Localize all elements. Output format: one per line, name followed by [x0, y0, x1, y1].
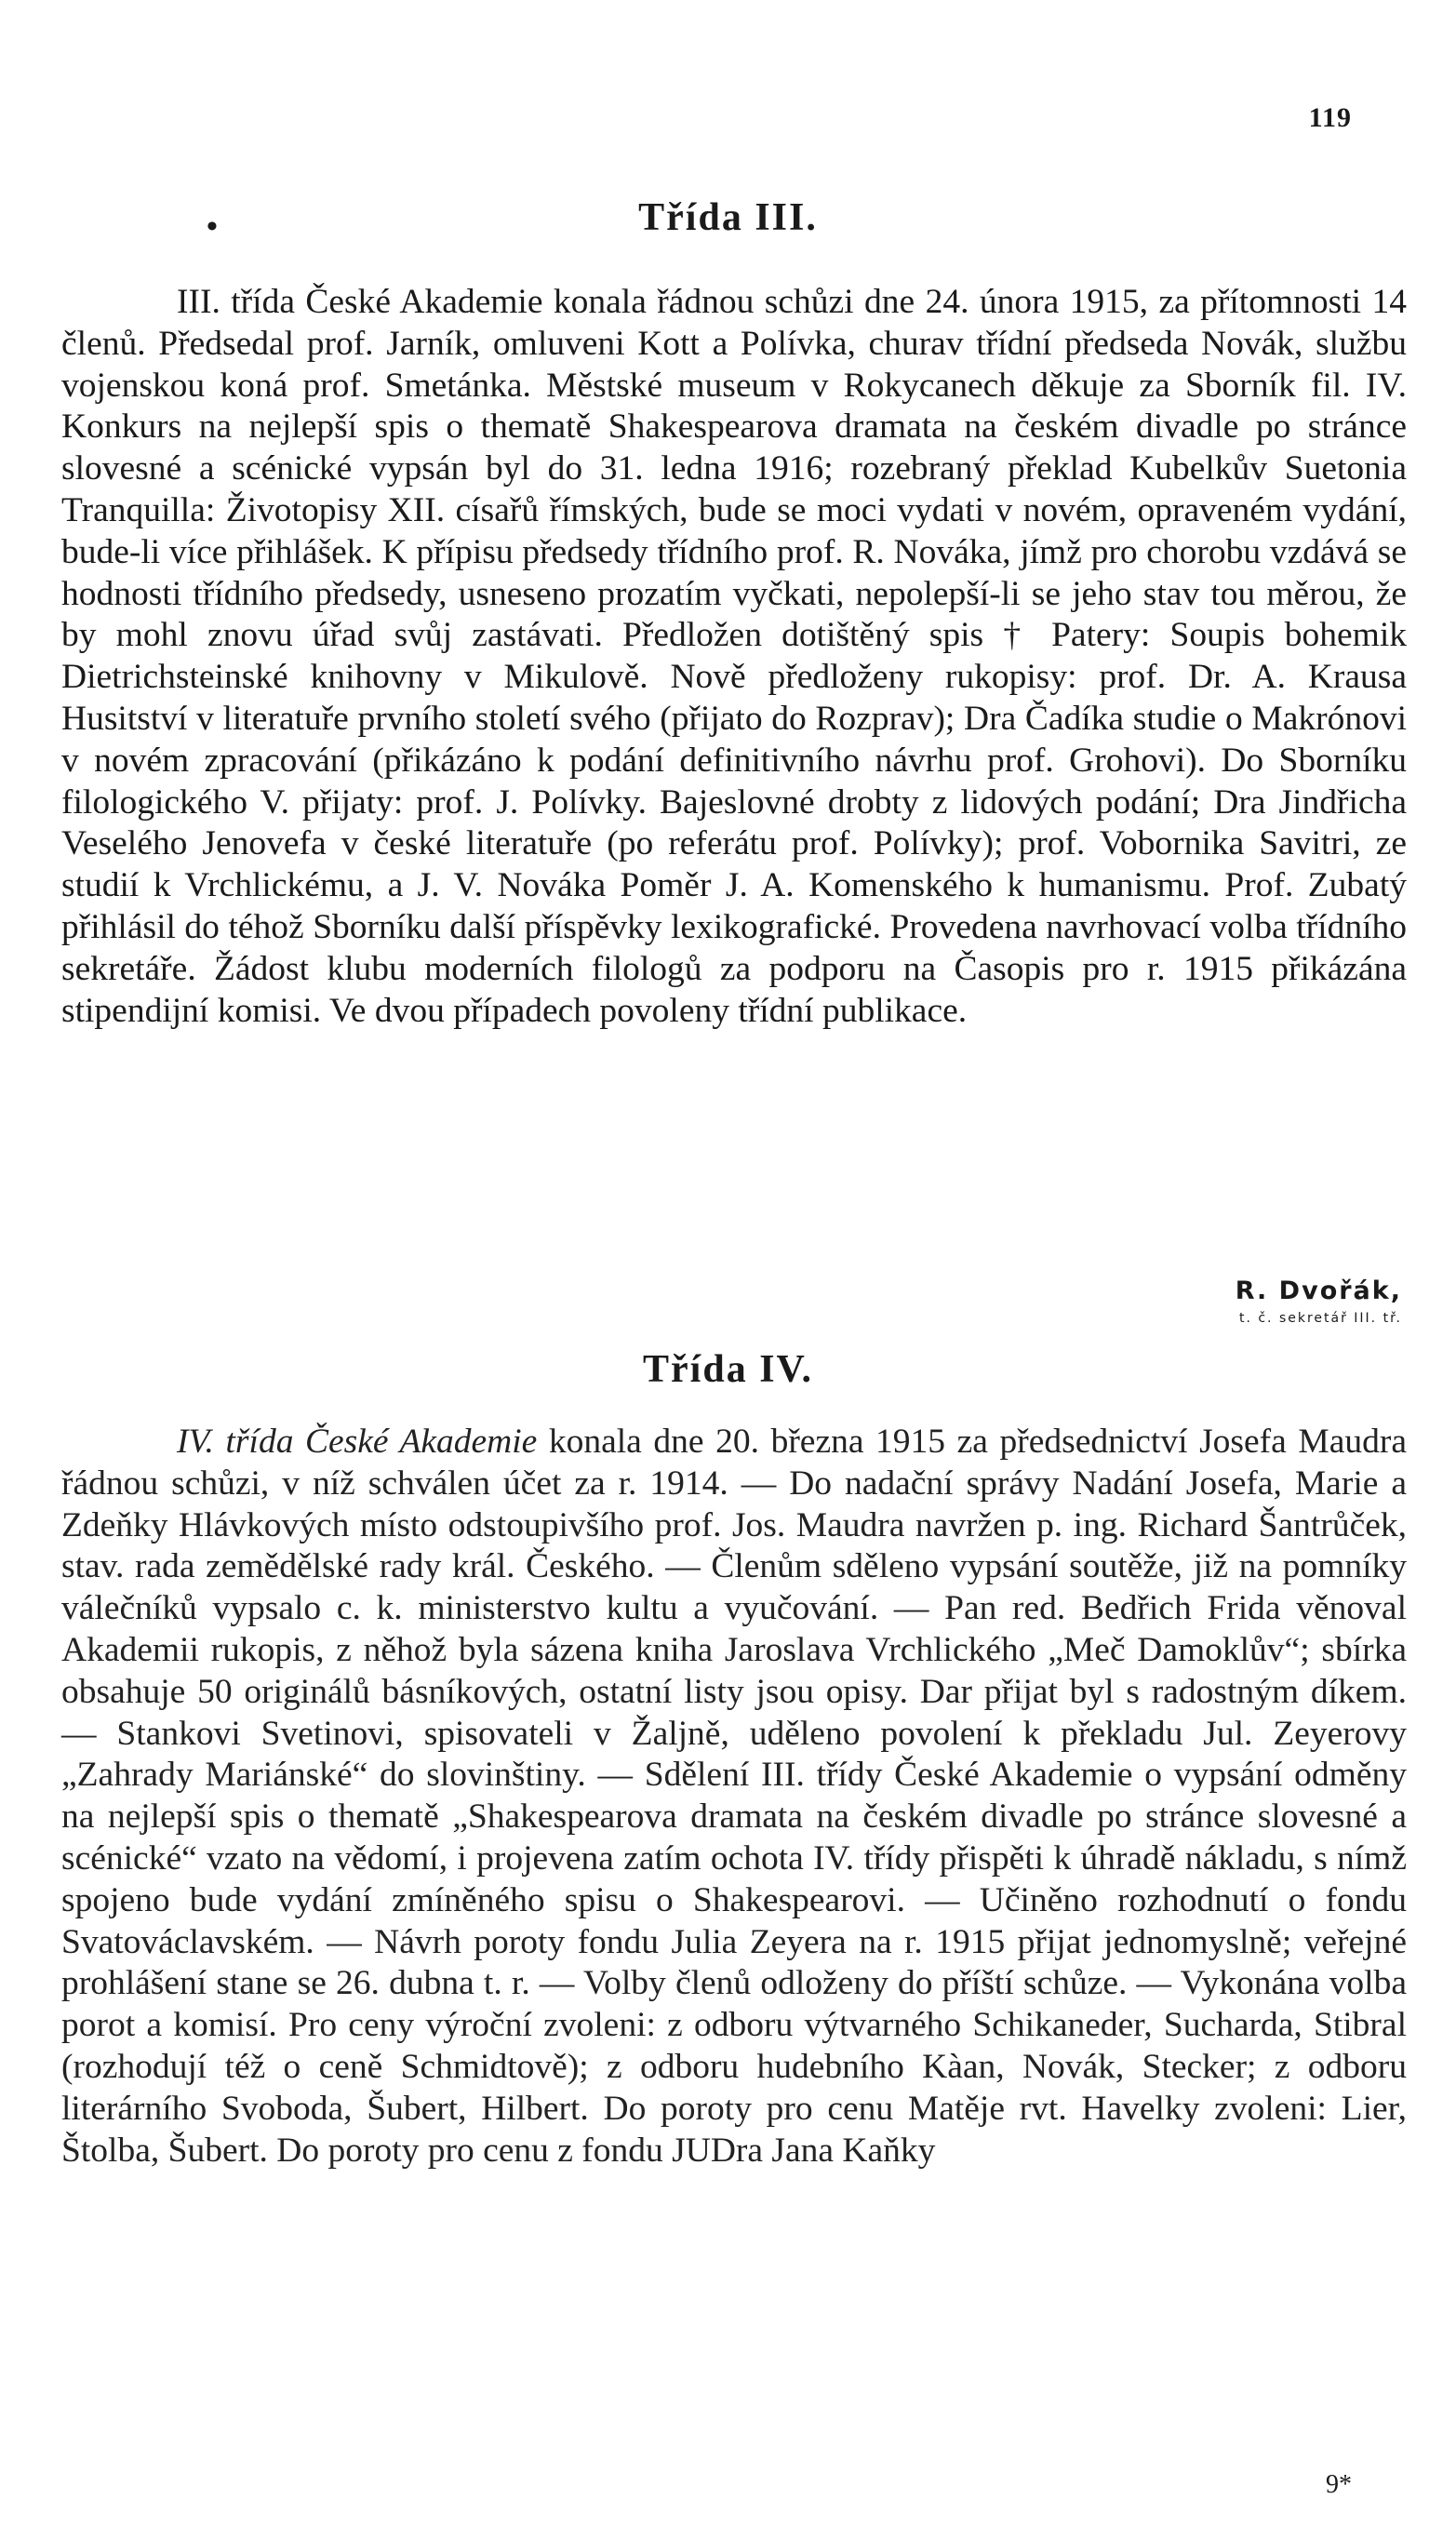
printer-signature-mark: 9* [1326, 2470, 1352, 2499]
bullet-mark: • [207, 209, 218, 244]
page-number: 119 [1308, 102, 1352, 133]
signature-block [1236, 1276, 1402, 1326]
section-paragraph-lead: IV. třída České Akademie [177, 1423, 538, 1461]
section-paragraph-body: konala dne 20. března 1915 za předsednictví Josefa Maudra řádnou schůzi, v níž schválen účet za r. 1914. — Do nadační správy Nadání Josefa, Marie a Zdeňky Hlávkových místo odstoupivšího prof. Jos. Maudra navržen p. ing. Richard Šantrůček, stav. rada zemědělské rady král. Českého. — Členům sděleno vypsání soutěže, již na pomníky válečníků vypsalo c. k. ministerstvo kultu a vyučování. — Pan red. Bedřich Frida věnoval Akademii rukopis, z něhož byla sázena kniha Jaroslava Vrchlického „Meč Damoklův“; sbírka obsahuje 50 originálů básníkových, ostatní listy jsou opisy. Dar přijat byl s radostným díkem. — Stankovi Svetinovi, spisovateli v Žaljně, uděleno povolení k překladu Jul. Zeyerovy „Zahrady Mariánské“ do slovinštiny. — Sdělení III. třídy České Akademie o vypsání odměny na nejlepší spis o thematě „Shakespearova dramata na českém divadle po stránce slovesné a scénické“ vzato na vědomí, i projevena zatím ochota IV. třídy přispěti k úhradě nákladu, s nímž spojeno bude vydání zmíněného spisu o Shakespearovi. — Učiněno rozhodnutí o fondu Svatováclavském. — Návrh poroty fondu Julia Zeyera na r. 1915 přijat jednomyslně; veřejné prohlášení stane se 26. dubna t. r. — Volby členů odloženy do příští schůze. — Vykonána volba porot a komisí. Pro ceny výroční zvoleni: z odboru výtvarného Schikaneder, Sucharda, Stibral (rozhodují též o ceně Schmidtově); z odboru hudebního Kàan, Novák, Stecker; z odboru literárního Svoboda, Šubert, Hilbert. Do poroty pro cenu Matěje rvt. Havelky zvoleni: Lier, Štolba, Šubert. Do poroty pro cenu z fondu JUDra Jana Kaňky [61, 1423, 1407, 2170]
signature-name: R. Dvořák, [1235, 1276, 1402, 1305]
section-heading-class-iii: Třída III. [638, 196, 818, 239]
signature-role: t. č. sekretář III. tř. [1238, 1311, 1402, 1326]
section-paragraph-class-iv [61, 1422, 1407, 2172]
section-paragraph-class-iii: III. třída České Akademie konala řádnou schůzi dne 24. února 1915, za přítomnosti 14 členů. Předsedal prof. Jarník, omluveni Kott a Polívka, churav třídní předseda Novák, službu vojenskou koná prof. Smetánka. Městské museum v Rokycanech děkuje za Sborník fil. IV. Konkurs na nejlepší spis o thematě Shakespearova dramata na českém divadle po stránce slovesné a scénické vypsán byl do 31. ledna 1916; rozebraný překlad Kubelkův Suetonia Tranquilla: Životopisy XII. císařů římských, bude se moci vydati v novém, opraveném vydání, bude-li více přihlášek. K přípisu předsedy třídního prof. R. Nováka, jímž pro chorobu vzdává se hodnosti třídního předsedy, usneseno prozatím vyčkati, nepolepší-li se jeho stav tou měrou, že by mohl znovu úřad svůj zastávati. Předložen dotištěný spis † Patery: Soupis bohemik Dietrichsteinské knihovny v Mikulově. Nově předloženy rukopisy: prof. Dr. A. Krausa Husitství v literatuře prvního století svého (přijato do Rozprav); Dra Čadíka studie o Makrónovi v novém zpracování (přikázáno k podání definitivního návrhu prof. Grohovi). Do Sborníku filologického V. přijaty: prof. J. Polívky. Bajeslovné drobty z lidových podání; Dra Jindřicha Veselého Jenovefa v české literatuře (po referátu prof. Polívky); prof. Vobornika Savitri, ze studií k Vrchlickému, a J. V. Nováka Poměr J. A. Komenského k humanismu. Prof. Zubatý přihlásil do téhož Sborníku další příspěvky lexikografické. Provedena navrhovací volba třídního sekretáře. Žádost klubu moderních filologů za podporu na Časopis pro r. 1915 přikázána stipendijní komisi. Ve dvou případech povoleny třídní publikace. [61, 283, 1407, 1030]
section-heading-class-iv: Třída IV. [643, 1348, 813, 1391]
